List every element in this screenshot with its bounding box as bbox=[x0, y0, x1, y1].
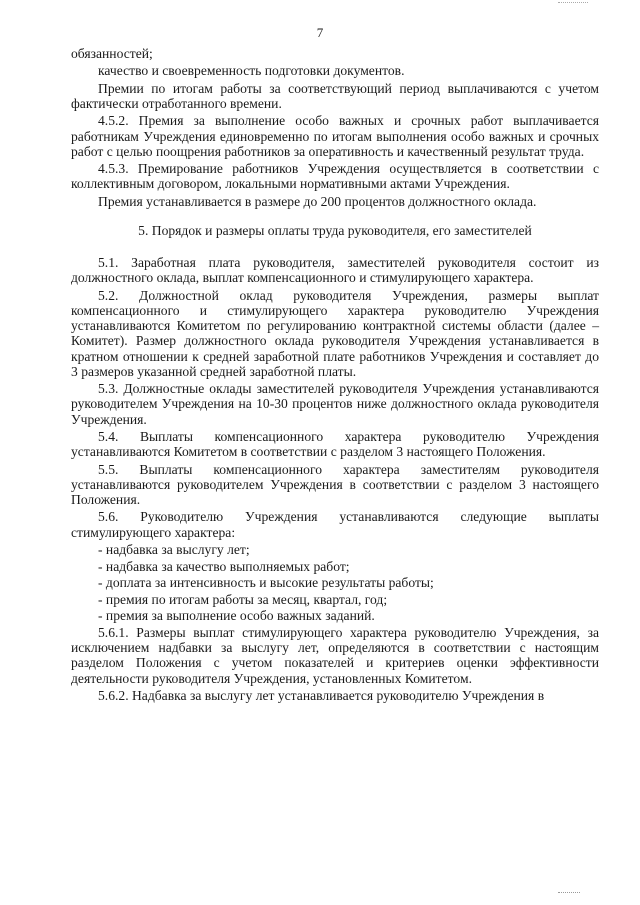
scan-artifact-mark bbox=[558, 2, 588, 5]
paragraph-4-5-3: 4.5.3. Премирование работников Учреждения осуществляется в соответствии с коллективным договором, локальными нормативными актами Учреждения. bbox=[71, 161, 599, 192]
section-5-heading: 5. Порядок и размеры оплаты труда руководителя, его заместителей bbox=[138, 222, 532, 238]
paragraph: Премия устанавливается в размере до 200 процентов должностного оклада. bbox=[98, 193, 537, 209]
list-item: - премия по итогам работы за месяц, квартал, год; bbox=[98, 591, 388, 607]
paragraph-5-5: 5.5. Выплаты компенсационного характера заместителям руководителя устанавливаются руководителем Учреждения в соответствии с разделом 3 настоящего Положения. bbox=[71, 461, 599, 507]
paragraph-5-3: 5.3. Должностные оклады заместителей руководителя Учреждения устанавливаются руководителем Учреждения на 10-30 процентов ниже должностного оклада руководителя Учреждения. bbox=[71, 381, 599, 427]
list-item: - премия за выполнение особо важных заданий. bbox=[98, 608, 375, 624]
paragraph-5-6: 5.6. Руководителю Учреждения устанавливаются следующие выплаты стимулирующего характера: bbox=[71, 509, 599, 540]
paragraph-5-6-1: 5.6.1. Размеры выплат стимулирующего характера руководителю Учреждения, за исключением надбавки за выслугу лет, определяются в соответствии с настоящим разделом Положения с учетом показателей и критериев оценки эффективности деятельности руководителя Учреждения, установленных Комитетом. bbox=[71, 624, 599, 686]
page-number: 7 bbox=[316, 25, 324, 40]
list-item: - надбавка за качество выполняемых работ; bbox=[98, 558, 350, 574]
paragraph-5-2: 5.2. Должностной оклад руководителя Учреждения, размеры выплат компенсационного и стимулирующего характера руководителю Учреждения устанавливаются Комитетом по регулированию контрактной системы области (далее – Комитет). Размер должностного оклада руководителя Учреждения устанавливается в кратном отношении к средней заработной плате работников Учреждения и составляет до 3 размеров указанной средней заработной платы. bbox=[71, 287, 599, 379]
scan-artifact-mark bbox=[558, 892, 580, 895]
document-body bbox=[71, 46, 599, 705]
paragraph: качество и своевременность подготовки документов. bbox=[98, 63, 405, 79]
paragraph-5-1: 5.1. Заработная плата руководителя, заместителей руководителя состоит из должностного оклада, выплат компенсационного и стимулирующего характера. bbox=[71, 255, 599, 286]
list-item: - доплата за интенсивность и высокие результаты работы; bbox=[98, 575, 434, 591]
paragraph: обязанностей; bbox=[71, 46, 153, 61]
paragraph: Премии по итогам работы за соответствующий период выплачиваются с учетом фактически отработанного времени. bbox=[71, 80, 599, 111]
paragraph-4-5-2: 4.5.2. Премия за выполнение особо важных и срочных работ выплачивается работникам Учреждения единовременно по итогам выполнения особо важных и срочных работ с целью поощрения работников за оперативность и качественный результат труда. bbox=[71, 113, 599, 159]
list-item: - надбавка за выслугу лет; bbox=[98, 541, 250, 557]
paragraph-5-4: 5.4. Выплаты компенсационного характера руководителю Учреждения устанавливаются Комитетом в соответствии с разделом 3 настоящего Положения. bbox=[71, 428, 599, 460]
paragraph-5-6-2: 5.6.2. Надбавка за выслугу лет устанавливается руководителю Учреждения в bbox=[98, 687, 545, 703]
